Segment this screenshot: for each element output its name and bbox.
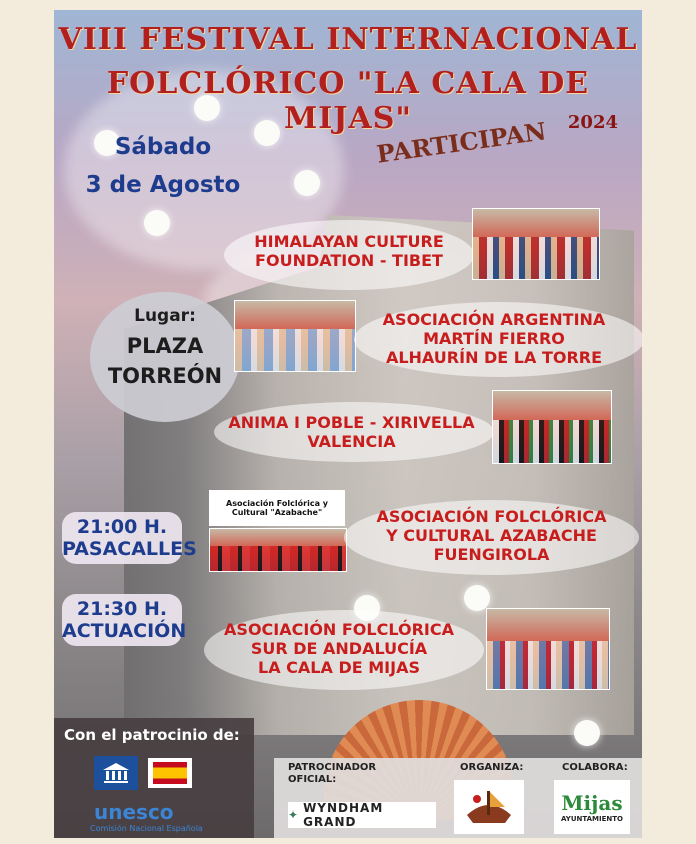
- partners-panel: [274, 758, 642, 838]
- group-4: [349, 507, 634, 564]
- sponsor-panel: [54, 718, 254, 838]
- sponsor-label: Con el patrocinio de:: [64, 726, 240, 744]
- wyndham-icon: ✦: [288, 808, 300, 822]
- festival-poster: [54, 10, 642, 838]
- unesco-text: unesco: [94, 800, 174, 824]
- group-3: [214, 413, 489, 451]
- group-4-photo: [209, 528, 347, 572]
- ayuntamiento-text: AYUNTAMIENTO: [561, 815, 623, 823]
- azabache-logo: Asociación Folclórica y Cultural "Azabache": [209, 490, 345, 526]
- event-date: [68, 128, 258, 204]
- group-5-photo: [486, 608, 610, 690]
- group-2-line-1: ASOCIACIÓN ARGENTINA: [382, 310, 606, 329]
- group-1-line-1: HIMALAYAN CULTURE: [254, 232, 444, 251]
- group-2-line-3: ALHAURÍN DE LA TORRE: [385, 348, 603, 367]
- time-1-label: PASACALLES: [62, 538, 197, 560]
- group-5: [204, 620, 474, 677]
- organizer-logo: [454, 780, 524, 834]
- time-1: 21:00 H.: [76, 516, 168, 538]
- spain-flag: [148, 758, 192, 788]
- mijas-logo: [554, 780, 630, 834]
- wyndham-text: WYNDHAM GRAND: [303, 801, 384, 829]
- group-4-line-1: ASOCIACIÓN FOLCLÓRICA: [376, 507, 607, 526]
- place-line-1: PLAZA: [126, 334, 204, 358]
- group-3-line-1: ANIMA I POBLE - XIRIVELLA: [228, 413, 475, 432]
- flower-decoration: [574, 720, 600, 746]
- group-4-line-3: FUENGIROLA: [433, 545, 550, 564]
- date-month: 3 de Agosto: [85, 172, 241, 198]
- title-line-1: VIII FESTIVAL INTERNACIONAL: [58, 22, 638, 57]
- colabora-label: COLABORA:: [562, 762, 628, 773]
- place-badge: [90, 292, 240, 422]
- organiza-label: ORGANIZA:: [460, 762, 524, 773]
- flower-decoration: [144, 210, 170, 236]
- time-2: 21:30 H.: [76, 598, 168, 620]
- group-1-line-2: FOUNDATION - TIBET: [255, 251, 443, 270]
- year: 2024: [567, 112, 618, 133]
- group-1: [229, 232, 469, 270]
- date-day: Sábado: [114, 134, 212, 160]
- time-pasacalles: [62, 512, 197, 564]
- mijas-text: Mijas: [561, 791, 623, 815]
- unesco-subtitle: Comisión Nacional Española: [90, 824, 203, 833]
- patrocinador-label: PATROCINADOR: [288, 762, 377, 773]
- group-1-photo: [472, 208, 600, 280]
- group-2-line-2: MARTÍN FIERRO: [423, 329, 565, 348]
- group-5-line-3: LA CALA DE MIJAS: [258, 658, 420, 677]
- time-2-label: ACTUACIÓN: [62, 620, 187, 642]
- oficial-label: OFICIAL:: [288, 774, 337, 785]
- group-4-line-2: Y CULTURAL AZABACHE: [386, 526, 597, 545]
- place-line-2: TORREÓN: [107, 364, 223, 388]
- group-2-photo: [234, 300, 356, 372]
- unesco-emblem: [94, 756, 138, 790]
- time-actuacion: [62, 594, 187, 646]
- place-label: Lugar:: [134, 306, 196, 326]
- group-5-line-2: SUR DE ANDALUCÍA: [250, 639, 428, 658]
- group-3-line-2: VALENCIA: [307, 432, 396, 451]
- group-5-line-1: ASOCIACIÓN FOLCLÓRICA: [224, 620, 454, 639]
- group-3-photo: [492, 390, 612, 464]
- wyndham-logo: [288, 802, 436, 828]
- flower-decoration: [294, 170, 320, 196]
- title-line-2: FOLCLÓRICO "LA CALA DE MIJAS": [106, 66, 590, 136]
- group-2: [359, 310, 629, 367]
- participan-heading: PARTICIPAN: [374, 116, 548, 169]
